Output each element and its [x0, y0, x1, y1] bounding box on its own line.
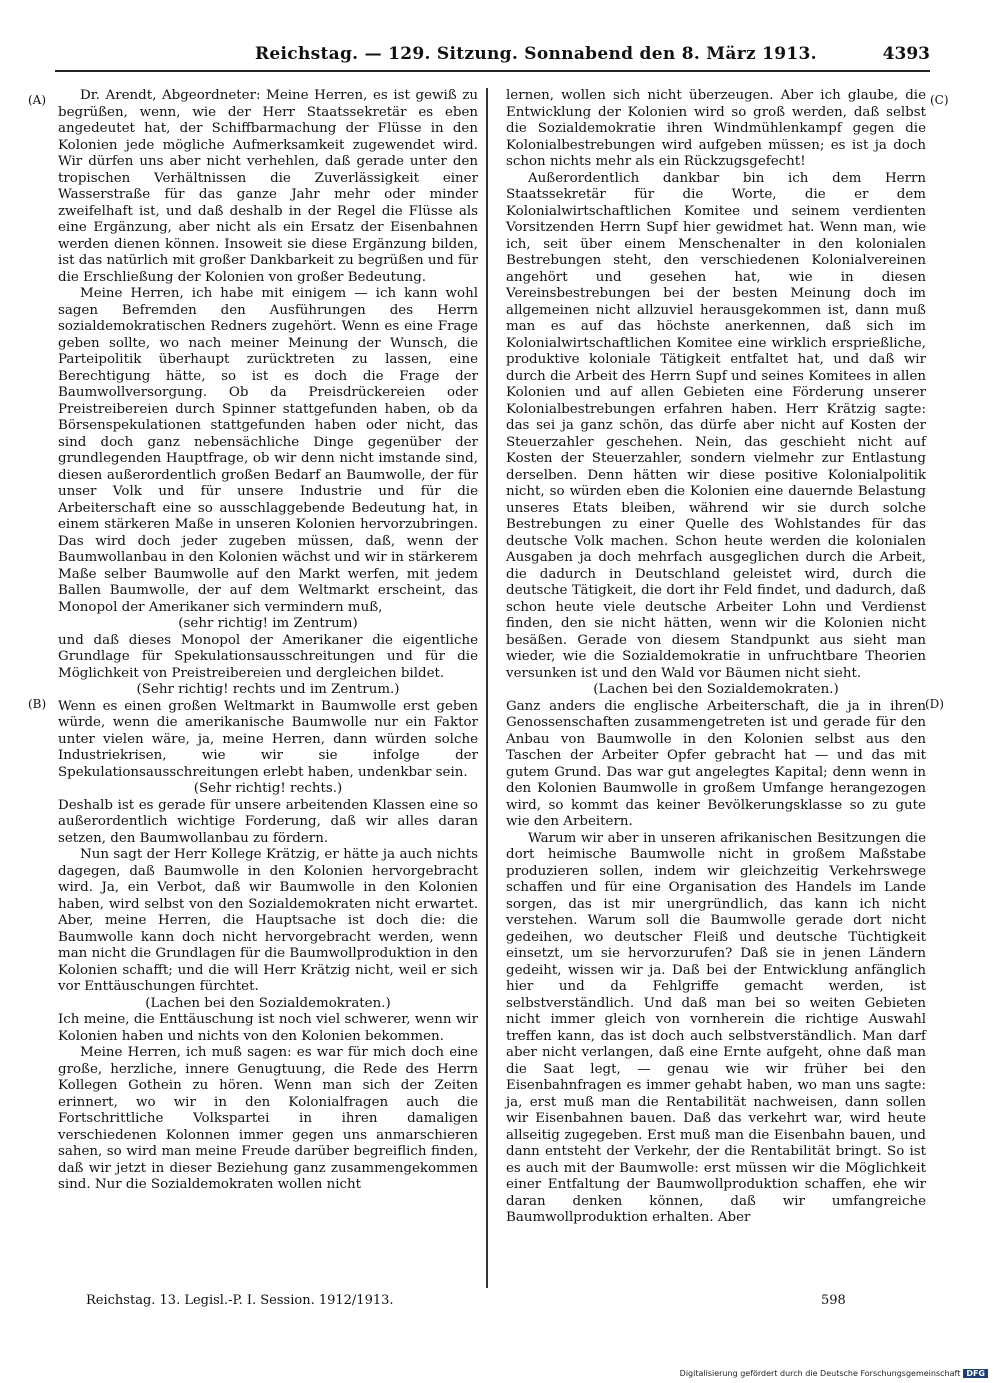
margin-marker-c: (C): [930, 93, 949, 107]
credit-text: Digitalisierung gefördert durch die Deutsche Forschungsgemeinschaft: [679, 1369, 961, 1378]
paragraph: Ich meine, die Enttäuschung ist noch viel schwerer, wenn wir Kolonien haben und nichts von den Kolonien bekommen.: [58, 1012, 478, 1044]
header-title: Reichstag. — 129. Sitzung. Sonnabend den 8. März 1913.: [255, 44, 817, 64]
header-rule: [55, 70, 930, 72]
paragraph: Deshalb ist es gerade für unsere arbeitenden Klassen eine so außerordentlich wichtige Forderung, daß wir alles daran setzen, den Baumwollanbau zu fördern.: [58, 797, 478, 846]
interjection: (Lachen bei den Sozialdemokraten.): [593, 682, 839, 697]
right-column: [506, 88, 926, 1227]
running-header: [55, 44, 930, 70]
footer-sheet-number: 598: [821, 1293, 846, 1308]
paragraph: Warum wir aber in unseren afrikanischen Besitzungen die dort heimische Baumwolle nicht in großem Maßstabe produzieren sollen, indem wir gleichzeitig Verkehrswege schaffen und für eine Organisation des Handels im Lande sorgen, das ist mir unergründlich, das kann ich nicht verstehen. Warum soll die Baumwolle gerade dort nicht gedeihen, wo deutscher Fleiß und deutsche Tüchtigkeit einsetzt, um sie hervorzurufen? Daß sie in jenen Ländern gedeiht, wissen wir ja. Daß bei der Entwicklung anfänglich hier und da Fehlgriffe gemacht werden, ist selbstverständlich. Und daß man bei so weiten Gebieten nicht immer gleich von vornherein die richtige Auswahl treffen kann, das ist doch auch selbstverständlich. Man darf aber nicht verlangen, daß eine Ernte aufgeht, ohne daß man die Saat legt, — genau wie wir früher bei den Eisenbahnfragen es immer gehabt haben, wo man uns sagte: ja, erst muß man die Rentabilität nachweisen, dann sollen wir Eisenbahnen bauen. Daß das verkehrt war, wird heute allseitig zugegeben. Erst muß man die Eisenbahn bauen, und dann entsteht der Verkehr, der die Rentabilität bringt. So ist es auch mit der Baumwolle: erst müssen wir die Möglichkeit einer Entfaltung der Baumwollproduktion schaffen, ehe wir daran denken können, daß wir umfangreiche Baumwollproduktion erhalten. Aber: [506, 830, 926, 1225]
column-divider: [486, 88, 488, 1288]
paragraph: Wenn es einen großen Weltmarkt in Baumwolle erst geben würde, wenn die amerikanische Baumwolle nur ein Faktor unter vielen wäre, ja, meine Herren, dann würden solche Industriekrisen, wie wir sie infolge der Spekulationsausschreitungen erlebt haben, undenkbar sein.: [58, 698, 478, 780]
interjection: (Lachen bei den Sozialdemokraten.): [145, 995, 391, 1011]
paragraph: und daß dieses Monopol der Amerikaner die eigentliche Grundlage für Spekulationsausschreitungen und für die Möglichkeit von Preistreibereien und dergleichen bildet.: [58, 632, 478, 681]
paragraph: Meine Herren, ich muß sagen: es war für mich doch eine große, herzliche, innere Genugtuung, die Rede des Herrn Kollegen Gothein zu hören. Wenn man sich der Zeiten erinnert, wo wir in den Kolonialfragen auch die Fortschrittliche Volkspartei in ihren damaligen verschiedenen Kolonnen immer gegen uns anmarschieren sahen, so wird man meine Freude darüber begreiflich finden, daß wir jetzt in dieser Beziehung ganz zusammengekommen sind. Nur die Sozialdemokraten wollen nicht: [58, 1045, 478, 1192]
page-number: 4393: [882, 44, 930, 64]
interjection: (sehr richtig! im Zentrum): [178, 616, 358, 631]
paragraph: Nun sagt der Herr Kollege Krätzig, er hätte ja auch nichts dagegen, daß Baumwolle in den Kolonien hervorgebracht wird. Ja, ein Verbot, daß wir Baumwolle in den Kolonien haben, wird selbst von den Sozialdemokraten nicht erwartet. Aber, meine Herren, die Hauptsache ist doch die: die Baumwolle kann doch nicht hervorgebracht werden, wenn man nicht die Grundlagen für die Baumwollproduktion in den Kolonien schafft; und die will Herr Krätzig nicht, weil er sich vor Enttäuschungen fürchtet.: [58, 847, 478, 994]
left-column: [58, 88, 478, 1194]
interjection: (Sehr richtig! rechts.): [193, 781, 343, 796]
paragraph: Ganz anders die englische Arbeiterschaft, die ja in ihren Genossenschaften zusammengetreten ist und gerade für den Anbau von Baumwolle in den Kolonien selbst aus den Taschen der Arbeiter Opfer gebracht hat — und das mit gutem Grund. Das war gut angelegtes Kapital; denn wenn in den Kolonien Baumwolle in großem Umfange herangezogen wird, so kommt das keiner Bevölkerungsklasse so zu gute wie den Arbeitern.: [506, 698, 926, 829]
paragraph: lernen, wollen sich nicht überzeugen. Aber ich glaube, die Entwicklung der Kolonien wird so groß werden, daß selbst die Sozialdemokratie ihren Windmühlenkampf gegen die Kolonialbestrebungen wird aufgeben müssen; es ist ja doch schon nichts mehr als ein Rückzugsgefecht!: [506, 88, 926, 169]
margin-marker-b: (B): [28, 697, 47, 711]
digitization-credit: [680, 1369, 988, 1378]
paragraph: Außerordentlich dankbar bin ich dem Herrn Staatssekretär für die Worte, die er dem Kolonialwirtschaftlichen Komitee und seinem verdienten Vorsitzenden Herrn Supf hier gewidmet hat. Wenn man, wie ich, seit über einem Menschenalter in den kolonialen Bestrebungen steht, den verschiedenen Kolonialvereinen angehört und gesehen hat, wie in diesen Vereinsbestrebungen bei der besten Meinung doch im allgemeinen nicht allzuviel herausgekommen ist, dann muß man es auf das höchste anerkennen, daß sich im Kolonialwirtschaftlichen Komitee eine wirklich ersprießliche, produktive koloniale Tätigkeit entfaltet hat, und daß wir durch die Arbeit des Herrn Supf und seines Komitees in allen Kolonien und auf allen Gebieten eine Förderung unserer Kolonialbestrebungen erfahren haben. Herr Krätzig sagte: das sei ja ganz schön, das dürfe aber nicht auf Kosten der Steuerzahler geschehen. Nein, das geschieht nicht auf Kosten der Steuerzahler, sondern vielmehr zur Entlastung derselben. Denn hätten wir diese positive Kolonialpolitik nicht, so würden eben die Kolonien eine dauernde Belastung unseres Etats bleiben, während wir sie durch solche Bestrebungen zu einer Quelle des Wohlstandes für das deutsche Volk machen. Schon heute werden die kolonialen Ausgaben ja doch mehrfach ausgeglichen durch die Arbeit, die dadurch in Deutschland geleistet wird, durch die deutsche Tätigkeit, die dort ihr Feld findet, und dadurch, daß schon heute viele deutsche Arbeiter Lohn und Verdienst finden, den sie nicht hätten, wenn wir die Kolonien nicht besäßen. Gerade von diesem Standpunkt aus sieht man wieder, wie die Sozialdemokratie in unfruchtbare Theorien versunken ist und den Wald vor Bäumen nicht sieht.: [506, 170, 926, 681]
dfg-logo: DFG: [963, 1369, 988, 1378]
margin-marker-d: (D): [925, 697, 944, 711]
interjection: (Sehr richtig! rechts und im Zentrum.): [136, 682, 400, 697]
paragraph: Dr. Arendt, Abgeordneter: Meine Herren, es ist gewiß zu begrüßen, wenn, wie der Herr Staatssekretär es eben angedeutet hat, der Schiffbarmachung der Flüsse in den Kolonien jede mögliche Aufmerksamkeit zugewendet wird. Wir dürfen uns aber nicht verhehlen, daß gerade unter den tropischen Verhältnissen die Zuverlässigkeit einer Wasserstraße für das ganze Jahr mehr oder minder zweifelhaft ist, und daß deshalb in der Regel die Flüsse als eine Ergänzung, aber nicht als ein Ersatz der Eisenbahnen werden dienen können. Insoweit sie diese Ergänzung bilden, ist das natürlich mit großer Dankbarkeit zu begrüßen und für die Erschließung der Kolonien von großer Bedeutung.: [58, 88, 478, 285]
footer-session-info: Reichstag. 13. Legisl.-P. I. Session. 1912/1913.: [86, 1293, 394, 1308]
margin-marker-a: (A): [28, 93, 47, 107]
paragraph: Meine Herren, ich habe mit einigem — ich kann wohl sagen Befremden den Ausführungen des Herrn sozialdemokratischen Redners zugehört. Wenn es eine Frage geben sollte, wo nach meiner Meinung der Wunsch, die Parteipolitik überhaupt zurücktreten zu lassen, eine Berechtigung hätte, so ist es doch die Frage der Baumwollversorgung. Ob da Preisdrückereien oder Preistreibereien durch Spinner stattgefunden haben, ob da Börsenspekulationen stattgefunden haben oder nicht, das sind doch ganz nebensächliche Dinge gegenüber der grundlegenden Hauptfrage, ob wir denn nicht imstande sind, diesen außerordentlich großen Bedarf an Baumwolle, der für unser Volk und für unsere Industrie und für die Arbeiterschaft eine so ausschlaggebende Bedeutung hat, in einem stärkeren Maße in unseren Kolonien hervorzubringen. Das wird doch jeder zugeben müssen, daß, wenn der Baumwollanbau in den Kolonien wächst und wir in stärkerem Maße selber Baumwolle auf den Markt werfen, mit jedem Ballen Baumwolle, der auf dem Weltmarkt erscheint, das Monopol der Amerikaner sich vermindern muß,: [58, 286, 478, 615]
